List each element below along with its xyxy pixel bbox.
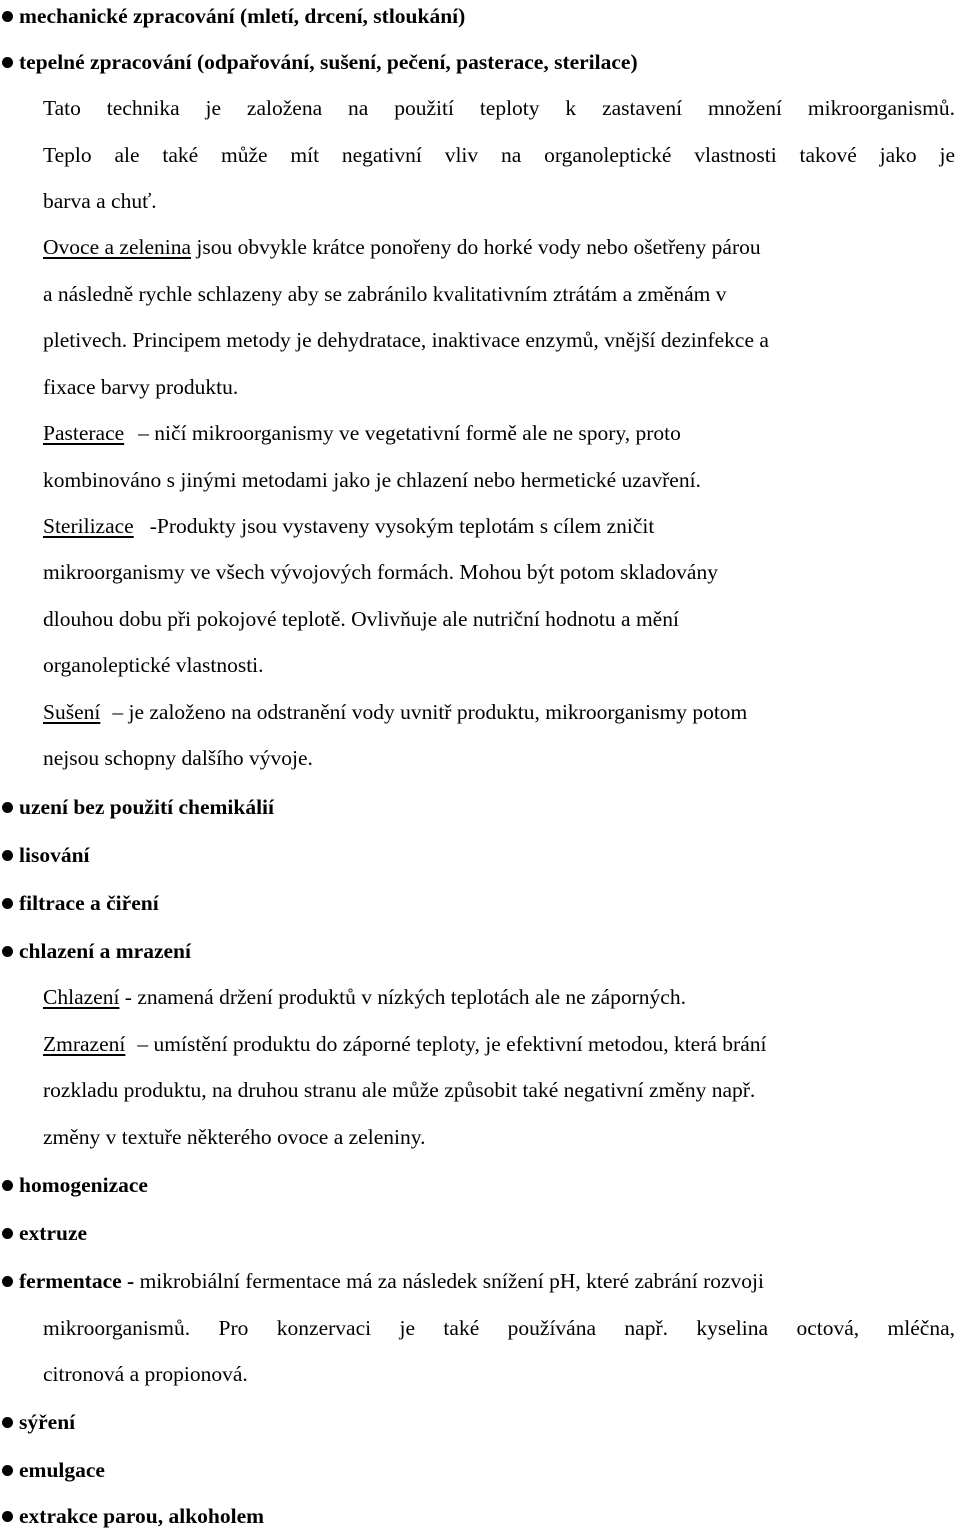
line-text: Tato technika je založena na použití teploty k zastavení množení mikroorganismů.: [43, 95, 955, 120]
bullet-item-uzeni: [0, 784, 960, 830]
line-text: nejsou schopny dalšího vývoje.: [43, 745, 313, 770]
bullet-item-syreni: [0, 1399, 960, 1445]
term-pasterace: Pasterace: [43, 420, 125, 445]
line-text: mikroorganismy ve všech vývojových formách. Mohou být potom skladovány: [43, 559, 718, 584]
bullet-dot-icon: [2, 1417, 13, 1428]
line-text: citronová a propionová.: [43, 1361, 248, 1386]
line-text: změny v textuře některého ovoce a zeleniny.: [43, 1124, 426, 1149]
line-text: mikrobiální fermentace má za následek snížení pH, které zabrání rozvoji: [134, 1268, 764, 1293]
line-text: a následně rychle schlazeny aby se zabránilo kvalitativním ztrátám a změnám v: [43, 281, 727, 306]
term-sterilizace: Sterilizace: [43, 513, 134, 538]
bullet-text: homogenizace: [19, 1172, 148, 1197]
line-text: fixace barvy produktu.: [43, 374, 239, 399]
bullet-dot-icon: [2, 1228, 13, 1239]
bullet-item-homogenizace: [0, 1162, 960, 1208]
line-text: – umístění produktu do záporné teploty, je efektivní metodou, která brání: [137, 1031, 767, 1056]
term-suseni: Sušení: [43, 699, 101, 724]
bullet-item-tepelne: [0, 39, 960, 85]
line-text: jsou obvykle krátce ponořeny do horké vody nebo ošetřeny párou: [191, 234, 761, 259]
term-ovoce-a-zelenina: Ovoce a zelenina: [43, 234, 192, 259]
paragraph-line: [43, 642, 955, 688]
line-text: - znamená držení produktů v nízkých teplotách ale ne záporných.: [119, 984, 686, 1009]
paragraph-line: [43, 1351, 955, 1397]
line-text: – je založeno na odstranění vody uvnitř produktu, mikroorganismy potom: [112, 699, 748, 724]
bullet-dot-icon: [2, 802, 13, 813]
paragraph-line: [43, 457, 955, 503]
bullet-item-emulgace: [0, 1447, 960, 1493]
bullet-item-chlazeni-a-mrazeni: [0, 928, 960, 974]
line-text: barva a chuť.: [43, 188, 157, 213]
line-text: Teplo ale také může mít negativní vliv na organoleptické vlastnosti takové jako je: [43, 142, 955, 167]
bullet-text: filtrace a čiření: [19, 890, 159, 915]
line-text: mikroorganismů. Pro konzervaci je také používána např. kyselina octová, mléčna,: [43, 1315, 955, 1340]
bullet-item-extrakce: [0, 1493, 960, 1539]
line-text: rozkladu produktu, na druhou stranu ale může způsobit také negativní změny např.: [43, 1077, 756, 1102]
paragraph-line: [43, 974, 955, 1020]
paragraph-line: [43, 1305, 955, 1351]
bullet-text: uzení bez použití chemikálií: [19, 794, 275, 819]
paragraph-line: [43, 132, 955, 178]
paragraph-line: [43, 1114, 955, 1160]
line-text: -Produkty jsou vystaveny vysokým teplotám s cílem zničit: [149, 513, 655, 538]
bullet-dot-icon: [2, 57, 13, 68]
bullet-dot-icon: [2, 1276, 13, 1287]
paragraph-line: [43, 503, 955, 549]
term-zmrazeni: Zmrazení: [43, 1031, 126, 1056]
bullet-dot-icon: [2, 1180, 13, 1191]
bullet-dot-icon: [2, 898, 13, 909]
bullet-item-extruze: [0, 1210, 960, 1256]
line-text: pletivech. Principem metody je dehydratace, inaktivace enzymů, vnější dezinfekce a: [43, 327, 769, 352]
bullet-item-filtrace: [0, 880, 960, 926]
bullet-text: extruze: [19, 1220, 88, 1245]
bullet-item-fermentace: [0, 1258, 960, 1304]
paragraph-line: [43, 1021, 955, 1067]
bullet-item-lisovani: [0, 832, 960, 878]
bullet-text: tepelné zpracování (odpařování, sušení, pečení, pasterace, sterilace): [19, 49, 638, 74]
paragraph-line: [43, 85, 955, 131]
bullet-item-mechanicke: [0, 0, 960, 39]
bullet-dot-icon: [2, 850, 13, 861]
bullet-text: chlazení a mrazení: [19, 938, 191, 963]
paragraph-line: [43, 178, 955, 224]
paragraph-line: [43, 271, 955, 317]
paragraph-line: [43, 689, 955, 735]
bullet-text: extrakce parou, alkoholem: [19, 1503, 265, 1528]
paragraph-line: [43, 1067, 955, 1113]
bullet-text: lisování: [19, 842, 90, 867]
bullet-text: sýření: [19, 1409, 76, 1434]
paragraph-line: [43, 317, 955, 363]
bullet-text: mechanické zpracování (mletí, drcení, stloukání): [19, 3, 466, 28]
paragraph-line: [43, 735, 955, 781]
line-text: – ničí mikroorganismy ve vegetativní formě ale ne spory, proto: [138, 420, 681, 445]
paragraph-line: [43, 224, 955, 270]
paragraph-line: [43, 596, 955, 642]
bullet-text: emulgace: [19, 1457, 105, 1482]
line-text: organoleptické vlastnosti.: [43, 652, 264, 677]
bullet-dot-icon: [2, 11, 13, 22]
paragraph-line: [43, 364, 955, 410]
paragraph-line: [43, 410, 955, 456]
bullet-text: fermentace -: [19, 1268, 135, 1293]
bullet-dot-icon: [2, 946, 13, 957]
line-text: kombinováno s jinými metodami jako je chlazení nebo hermetické uzavření.: [43, 467, 701, 492]
bullet-dot-icon: [2, 1465, 13, 1476]
paragraph-line: [43, 549, 955, 595]
bullet-dot-icon: [2, 1511, 13, 1522]
term-chlazeni: Chlazení: [43, 984, 120, 1009]
line-text: dlouhou dobu při pokojové teplotě. Ovlivňuje ale nutriční hodnotu a mění: [43, 606, 679, 631]
